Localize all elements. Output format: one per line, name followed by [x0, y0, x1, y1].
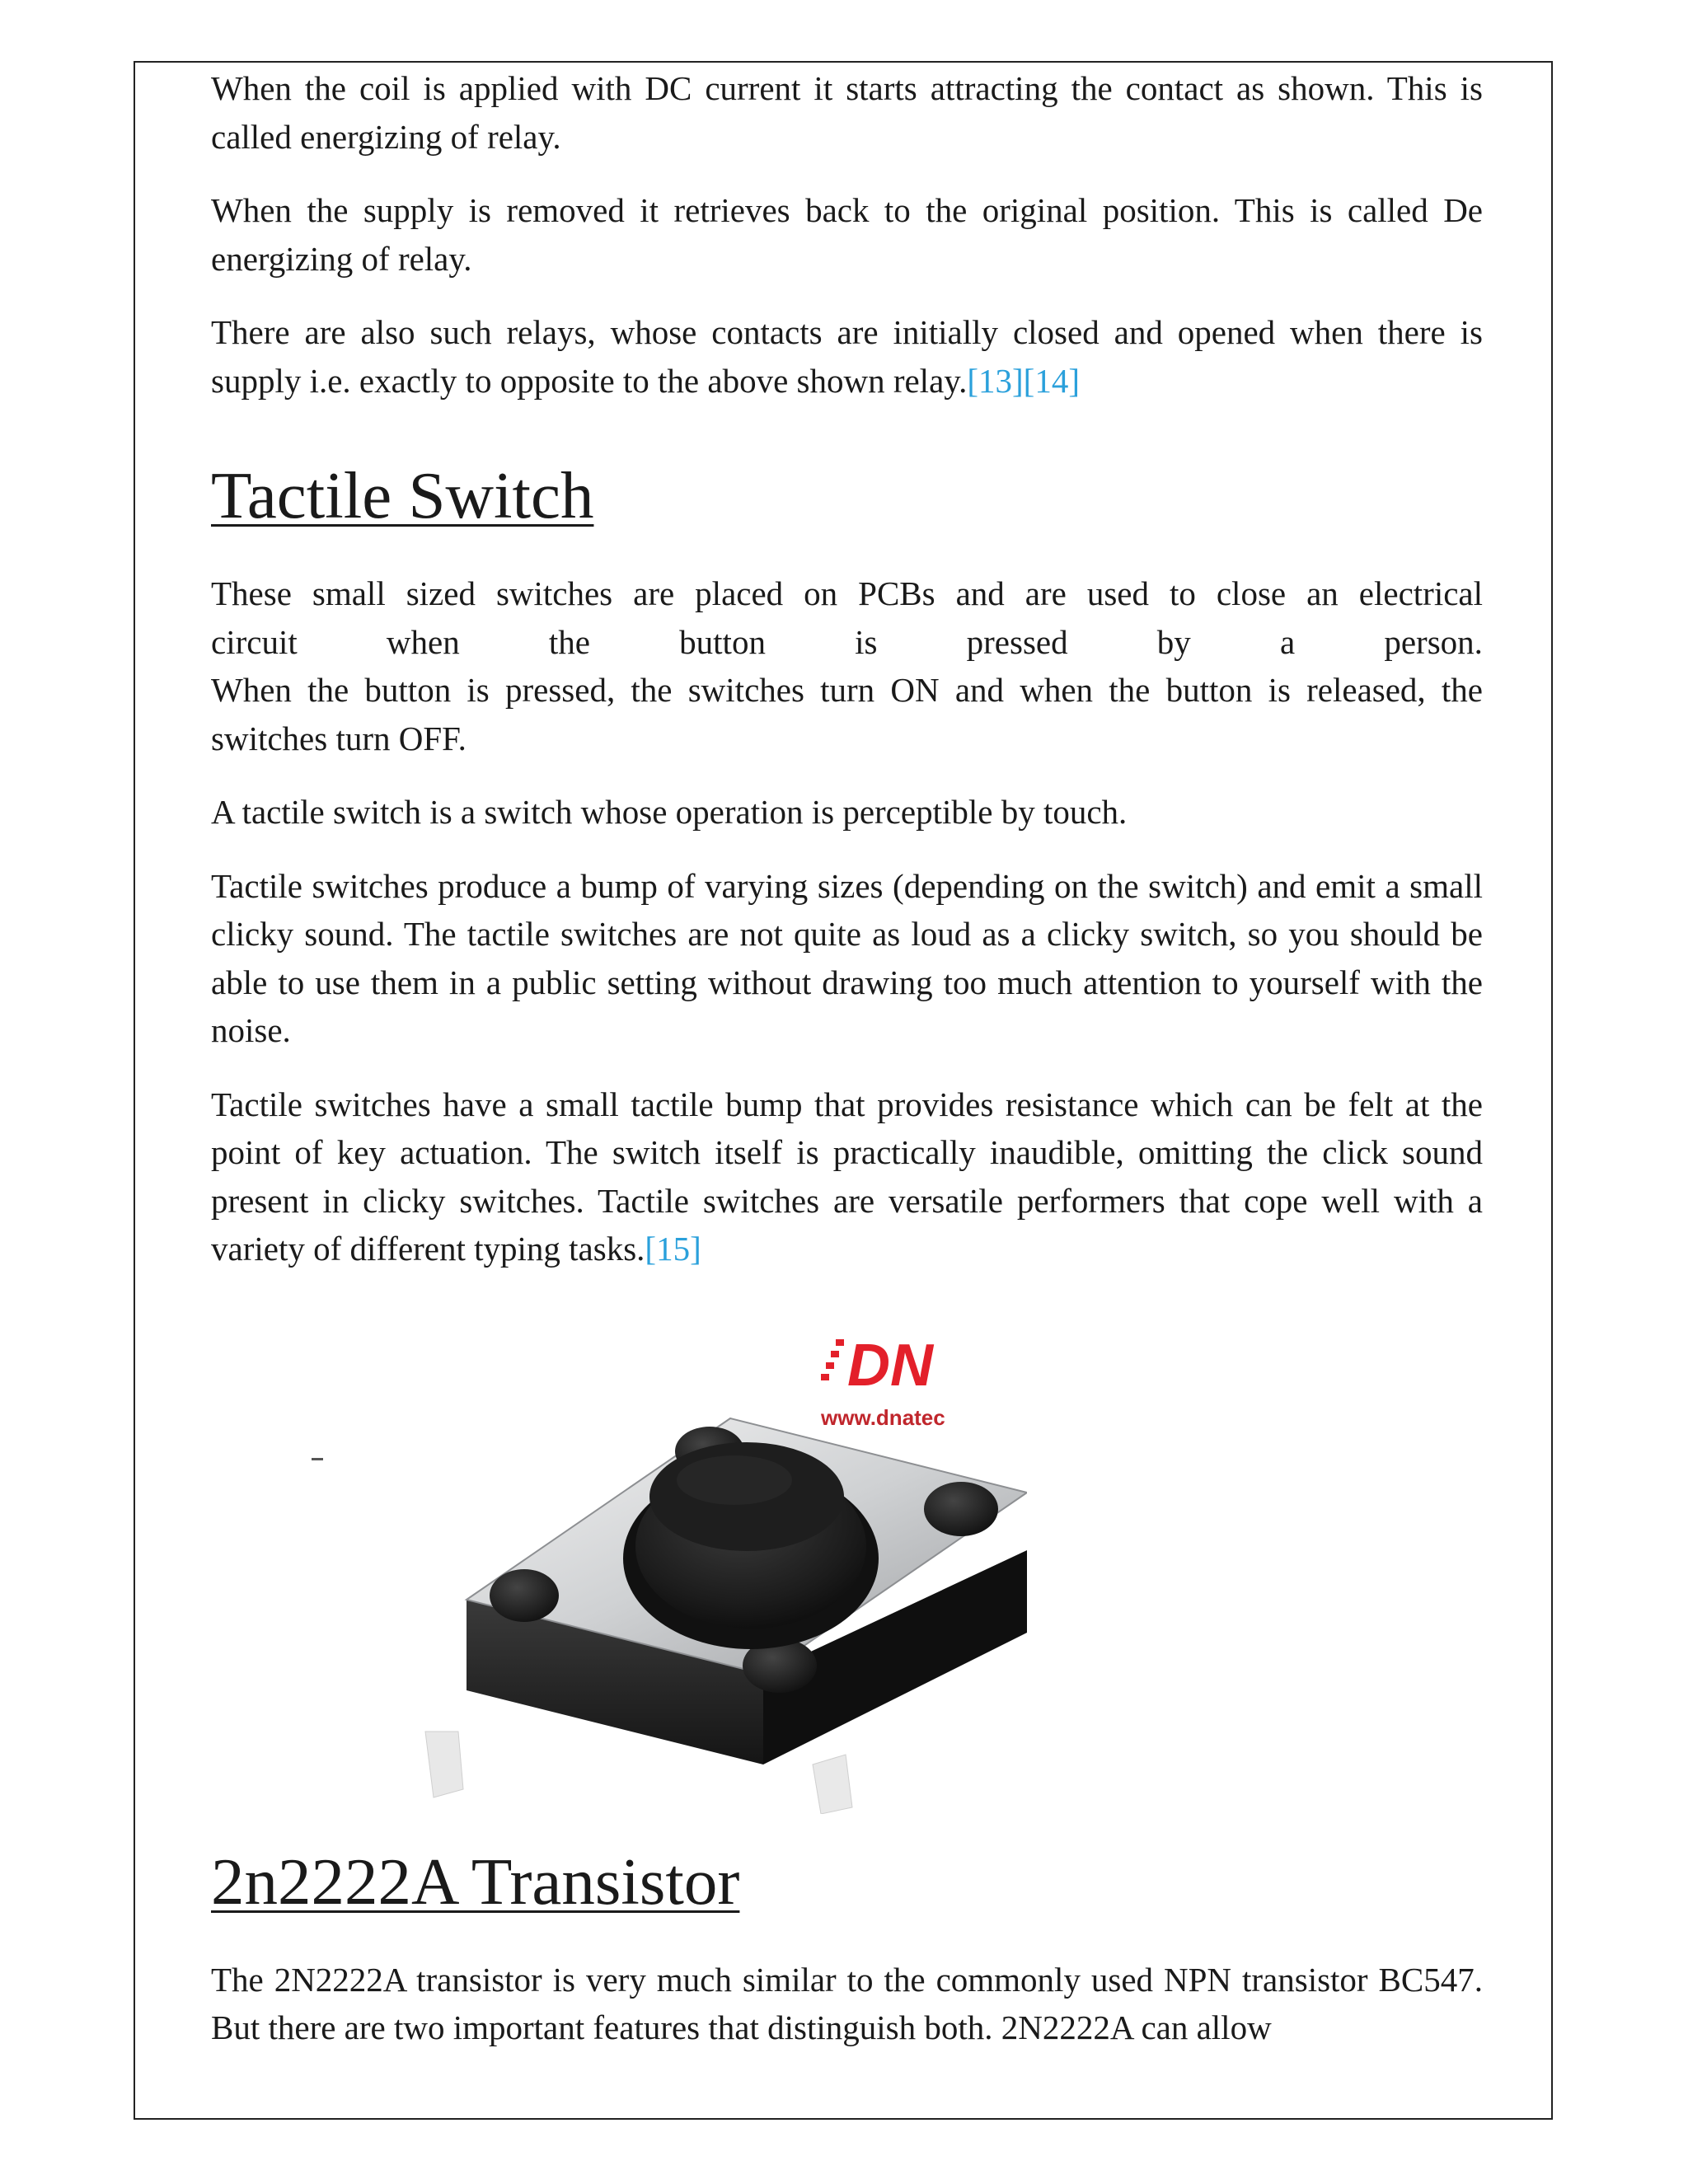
- intro-word: is: [855, 622, 878, 661]
- relay-note-paragraph: [211, 308, 1483, 405]
- intro-word: a: [1279, 622, 1296, 661]
- tactile-switch-image: [302, 1303, 1027, 1814]
- tactile-resistance-text: Tactile switches have a small tactile bump that provides resistance which can be felt at the point of key actuation. The switch itself is practically inaudible, omitting the click sound present in clicky switches. Tactile switches are versatile performers that cope well with a variety of different typing tasks.: [211, 1085, 1483, 1268]
- intro-word: circuit: [211, 622, 298, 661]
- intro-word: person.: [1384, 622, 1483, 661]
- tactile-intro-line-3: When the button is pressed, the switches turn ON and when the button is released, the switches turn OFF.: [211, 671, 1483, 757]
- transistor-paragraph: The 2N2222A transistor is very much similar to the commonly used NPN transistor BC547. But there are two important features that distinguish both. 2N2222A can allow: [211, 1960, 1483, 2046]
- intro-word: button: [679, 622, 766, 661]
- tactile-intro-line-2: [211, 618, 1483, 667]
- tactile-bump-paragraph: Tactile switches produce a bump of varying sizes (depending on the switch) and emit a small clicky sound. The tactile switches are not quite as loud as a clicky switch, so you should be able to use them in a public setting without drawing too much attention to yourself with the noise.: [211, 866, 1483, 1049]
- de-energizing-paragraph: When the supply is removed it retrieves back to the original position. This is called De energizing of relay.: [211, 191, 1483, 278]
- tactile-intro-paragraph: [211, 569, 1483, 762]
- tactile-switch-heading: Tactile Switch: [211, 458, 594, 532]
- coil-energizing-paragraph: When the coil is applied with DC current it starts attracting the contact as shown. This is called energizing of relay.: [211, 69, 1483, 156]
- logo-text: DN: [847, 1332, 933, 1399]
- intro-word: pressed: [966, 622, 1068, 661]
- intro-word: by: [1156, 622, 1191, 661]
- relay-note-text: There are also such relays, whose contacts are initially closed and opened when there is supply i.e. exactly to opposite to the above shown relay.: [211, 313, 1483, 400]
- transistor-heading: 2n2222A Transistor: [211, 1844, 740, 1919]
- logo-url-text: www.dnatec: [821, 1404, 945, 1430]
- tactile-definition-paragraph: A tactile switch is a switch whose operation is perceptible by touch.: [211, 793, 1128, 831]
- reference-link-15[interactable]: [15]: [645, 1230, 701, 1268]
- tactile-switch-photo: [302, 1303, 1027, 1814]
- intro-word: the: [548, 622, 590, 661]
- intro-word: when: [386, 622, 460, 661]
- tactile-intro-line-1: These small sized switches are placed on PCBs and are used to close an electrical: [211, 574, 1483, 612]
- document-content: [211, 64, 1483, 2052]
- reference-link-13-14[interactable]: [13][14]: [967, 361, 1080, 400]
- tactile-resistance-paragraph: [211, 1080, 1483, 1273]
